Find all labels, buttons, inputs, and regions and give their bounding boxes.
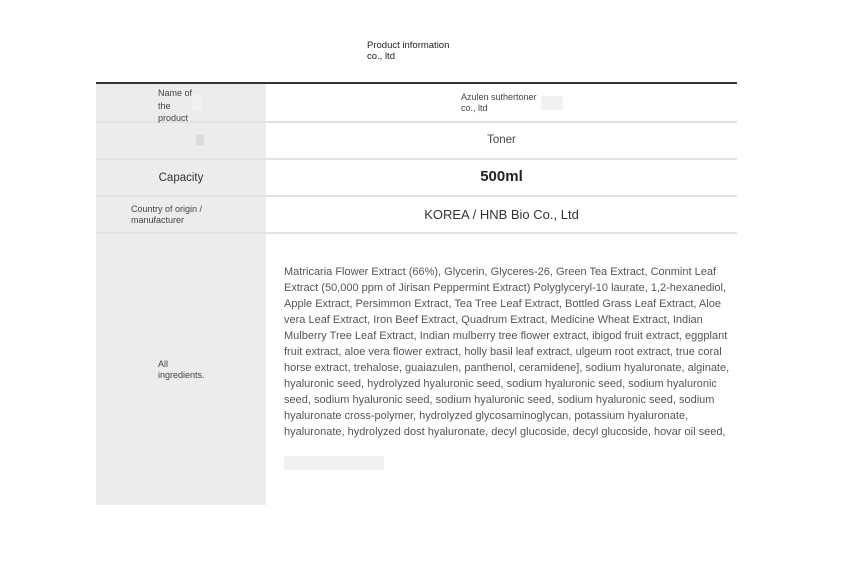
smudge-mark <box>284 456 384 470</box>
product-name-line-1: Azulen suthertoner <box>461 92 537 102</box>
value-cell <box>266 197 737 232</box>
origin-label-line-1: Country of origin / <box>131 204 203 214</box>
title-line-2: co., ltd <box>367 51 395 62</box>
label-cell <box>96 160 266 195</box>
smudge-mark <box>196 135 204 145</box>
table-row-type <box>96 123 737 160</box>
capacity-label: Capacity <box>158 172 204 184</box>
label-cell <box>96 84 266 121</box>
table-row-origin <box>96 197 737 234</box>
ingredients-label-line-2: ingredients. <box>158 370 205 380</box>
ingredients-value: Matricaria Flower Extract (66%), Glycerin, Glyceres-26, Green Tea Extract, Conmint Leaf Extract (50,000 ppm of Jirisan Peppermint Extract) Polyglyceryl-10 laurate, 1,2-hexanediol, Apple Extract, Persimmon Extract, Tea Tree Leaf Extract, Bottled Grass Leaf Extract, Aloe vera Leaf Extract, Iron Beef Extract, Quadrum Extract, Medicine Wheat Extract, Indian Mulberry Tree Leaf Extract, Indian mulberry tree flower extract, ibigod fruit extract, eggplant fruit extract, aloe vera flower extract, holly basil leaf extract, ulgeum root extract, true coral horse extract, trehalose, guaiazulen, panthenol, ceramidene], sodium hyaluronate, alginate, hyaluronic seed, hydrolyzed hyaluronic seed, sodium hyaluronic seed, sodium hyaluronic seed, sodium hyaluronic seed, sodium hyaluronic seed, sodium hyaluronic seed, sodium hyaluronate cross-polymer, hydrolyzed glycosaminoglycan, potassium hyaluronate, hyaluronate, hydrolyzed dost hyaluronate, decyl glucoside, decyl glucoside, hovar oil seed, <box>284 266 730 438</box>
label-cell <box>96 123 266 158</box>
table-row-product-name <box>96 84 737 123</box>
value-cell <box>266 160 737 195</box>
smudge-mark <box>541 96 563 110</box>
capacity-value: 500ml <box>480 168 523 185</box>
label-cell <box>96 234 266 505</box>
table-row-capacity <box>96 160 737 197</box>
smudge-mark <box>192 94 202 110</box>
label-cell <box>96 197 266 232</box>
ingredients-label-line-1: All <box>158 359 169 369</box>
value-cell <box>266 84 737 121</box>
origin-label <box>131 204 231 226</box>
value-cell <box>266 123 737 158</box>
ingredients-label <box>158 359 205 381</box>
table-row-ingredients <box>96 234 737 505</box>
page-title <box>367 40 449 62</box>
origin-value: KOREA / HNB Bio Co., Ltd <box>424 207 579 222</box>
value-cell <box>266 234 737 505</box>
product-name-label: Name of the product <box>158 88 193 123</box>
type-value: Toner <box>487 134 516 146</box>
product-name-line-2: co., ltd <box>461 103 488 113</box>
title-line-1: Product information <box>367 40 450 51</box>
product-info-table <box>96 82 737 505</box>
product-name-value <box>461 92 537 114</box>
origin-label-line-2: manufacturer <box>131 215 185 225</box>
